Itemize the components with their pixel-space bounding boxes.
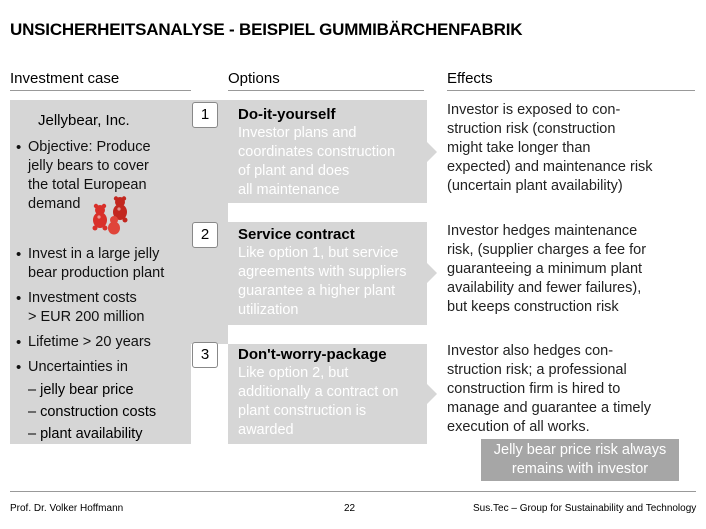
header-options: Options [228, 70, 280, 87]
footer-organization: Sus.Tec – Group for Sustainability and Technology [473, 503, 697, 514]
option-number-1: 1 [192, 102, 218, 128]
uncertainty-availability: – plant availability [28, 426, 143, 442]
effect-1: Investor is exposed to con- struction risk (construction might take longer than expected) and maintenance risk (uncertain plant availability) [447, 102, 653, 194]
footer-page-number: 22 [344, 503, 356, 514]
header-effects: Effects [447, 70, 493, 87]
bullet-symbol: • [16, 139, 22, 156]
option-title-1: Do-it-yourself [238, 106, 336, 123]
investment-costs-bullet: • Investment costs > EUR 200 million [16, 290, 145, 325]
option-title-3: Don't-worry-package [238, 346, 387, 363]
effect-3: Investor also hedges con- struction risk; a professional construction firm is hired to manage and guarantee a timely execution of all works. [447, 343, 651, 435]
objective-bullet: • Objective: Produce jelly bears to cover the total European demand [16, 139, 151, 212]
uncertainties-bullet: • Uncertainties in [16, 359, 128, 376]
footer-author: Prof. Dr. Volker Hoffmann [10, 503, 124, 514]
footer-divider [10, 491, 696, 492]
header-investment-case: Investment case [10, 70, 120, 87]
option-body-2: Like option 1, but service agreements with suppliers guarantee a higher plant utilization [238, 245, 407, 318]
header-underline-investment [10, 90, 191, 91]
bullet-symbol: • [16, 290, 22, 307]
uncertainty-price: – jelly bear price [28, 382, 134, 398]
option-title-2: Service contract [238, 226, 355, 243]
bullet-symbol: • [16, 334, 22, 351]
page-title: UNSICHERHEITSANALYSE - BEISPIEL GUMMIBÄRCHENFABRIK [10, 20, 523, 39]
header-underline-effects [447, 90, 695, 91]
option-body-3: Like option 2, but additionally a contract on plant construction is awarded [238, 365, 399, 438]
lifetime-bullet: • Lifetime > 20 years [16, 334, 151, 351]
option-number-3: 3 [192, 342, 218, 368]
arrow-right-icon [427, 263, 437, 283]
effect-2: Investor hedges maintenance risk, (supplier charges a fee for guaranteeing a minimum plant availability and fewer failures), but keeps construction risk [447, 223, 647, 315]
bullet-symbol: • [16, 359, 22, 376]
uncertainty-construction: – construction costs [28, 404, 157, 420]
company-name: Jellybear, Inc. [38, 112, 130, 129]
option-number-2: 2 [192, 222, 218, 248]
option-body-1: Investor plans and coordinates construction of plant and does all maintenance [238, 125, 396, 198]
arrow-right-icon [427, 142, 437, 162]
gummy-bears-image [90, 196, 134, 236]
arrow-right-icon [427, 384, 437, 404]
invest-plant-bullet: • Invest in a large jelly bear production plant [16, 246, 165, 281]
bullet-symbol: • [16, 246, 22, 263]
header-underline-options [228, 90, 424, 91]
price-risk-callout: Jelly bear price risk always remains with investor [481, 439, 679, 481]
